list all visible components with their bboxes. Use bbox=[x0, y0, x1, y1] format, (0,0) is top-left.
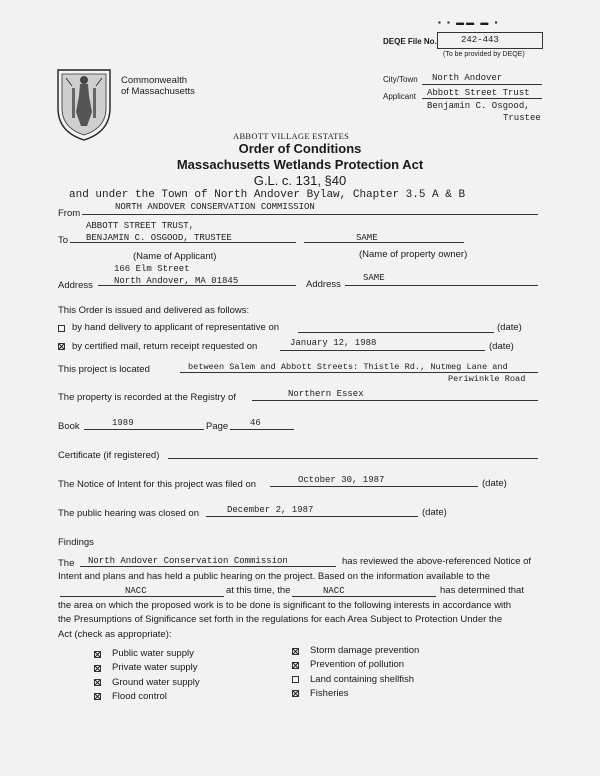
findings-nacc2: NACC bbox=[323, 586, 345, 596]
interest-label-storm-damage: Storm damage prevention bbox=[310, 645, 420, 656]
interest-checkbox-public-water[interactable] bbox=[94, 651, 101, 658]
address-line1: 166 Elm Street bbox=[114, 264, 190, 274]
interest-checkbox-flood-control[interactable] bbox=[94, 693, 101, 700]
findings-text3: at this time, the bbox=[226, 585, 291, 596]
findings-commission: North Andover Conservation Commission bbox=[88, 556, 288, 566]
to-label: To bbox=[58, 235, 69, 246]
file-number-note: (To be provided by DEQE) bbox=[443, 51, 525, 58]
hand-delivery-checkbox[interactable] bbox=[58, 325, 65, 332]
certified-mail-date: January 12, 1988 bbox=[290, 338, 377, 348]
findings-text2: Intent and plans and has held a public hearing on the project. Based on the information available to the bbox=[58, 571, 491, 582]
certified-mail-label: by certified mail, return receipt requested on bbox=[72, 341, 258, 352]
findings-text5: the area on which the proposed work is to be done is significant to the following interests in accordance with bbox=[58, 600, 512, 611]
file-number-value: 242-443 bbox=[461, 35, 499, 45]
delivery-intro: This Order is issued and delivered as follows: bbox=[58, 305, 250, 316]
massachusetts-seal-icon bbox=[52, 66, 116, 142]
applicant-line3: Trustee bbox=[503, 113, 541, 123]
city-town-value: North Andover bbox=[432, 73, 503, 83]
registry-label: The property is recorded at the Registry of bbox=[58, 392, 236, 403]
registry-value: Northern Essex bbox=[288, 389, 364, 399]
city-town-label: City/Town bbox=[383, 75, 418, 84]
interest-label-pollution: Prevention of pollution bbox=[310, 659, 405, 670]
address-line2: North Andover, MA 01845 bbox=[114, 276, 239, 286]
to-applicant-line1: ABBOTT STREET TRUST, bbox=[86, 221, 195, 231]
certified-mail-date-caption: (date) bbox=[489, 341, 514, 352]
findings-text1: has reviewed the above-referenced Notice of bbox=[342, 556, 532, 567]
certified-mail-checkbox[interactable] bbox=[58, 343, 65, 350]
from-label: From bbox=[58, 208, 81, 219]
interest-label-ground-water: Ground water supply bbox=[112, 677, 200, 688]
book-value: 1989 bbox=[112, 418, 134, 428]
form-title: Order of Conditions bbox=[238, 141, 362, 156]
state-name-line1: Commonwealth bbox=[121, 75, 187, 86]
findings-text6: the Presumptions of Significance set forth in the regulations for each Area Subject to Protection Under the bbox=[58, 614, 503, 625]
file-number-box[interactable] bbox=[437, 32, 543, 49]
interest-checkbox-ground-water[interactable] bbox=[94, 679, 101, 686]
applicant-line2: Benjamin C. Osgood, bbox=[427, 101, 530, 111]
from-value: NORTH ANDOVER CONSERVATION COMMISSION bbox=[115, 202, 315, 212]
hearing-closed-label: The public hearing was closed on bbox=[58, 508, 200, 519]
interest-checkbox-fisheries[interactable] bbox=[292, 690, 299, 697]
interest-label-fisheries: Fisheries bbox=[310, 688, 349, 699]
findings-text7: Act (check as appropriate): bbox=[58, 629, 172, 640]
project-location-label: This project is located bbox=[58, 364, 150, 375]
notice-filed-date: October 30, 1987 bbox=[298, 475, 385, 485]
owner-name-caption: (Name of property owner) bbox=[359, 249, 468, 260]
hearing-closed-date: December 2, 1987 bbox=[227, 505, 314, 515]
page-label: Page bbox=[206, 421, 229, 432]
form-subtitle: Massachusetts Wetlands Protection Act bbox=[176, 157, 424, 172]
owner-address-value: SAME bbox=[363, 273, 385, 283]
findings-the: The bbox=[58, 558, 75, 569]
interest-label-flood-control: Flood control bbox=[112, 691, 167, 702]
bylaw-reference: and under the Town of North Andover Bylaw, Chapter 3.5 A & B bbox=[69, 189, 466, 201]
notice-filed-label: The Notice of Intent for this project was filed on bbox=[58, 479, 257, 490]
project-location-line2: Periwinkle Road bbox=[448, 374, 526, 384]
owner-name-value: SAME bbox=[356, 233, 378, 243]
interest-checkbox-pollution[interactable] bbox=[292, 662, 299, 669]
hand-delivery-date-caption: (date) bbox=[497, 322, 522, 333]
applicant-label: Applicant bbox=[383, 92, 416, 101]
applicant-name-caption: (Name of Applicant) bbox=[133, 251, 217, 262]
findings-heading: Findings bbox=[58, 537, 94, 548]
project-location-line1: between Salem and Abbott Streets: Thistle Rd., Nutmeg Lane and bbox=[188, 362, 508, 372]
interest-label-shellfish: Land containing shellfish bbox=[310, 674, 415, 685]
hearing-closed-date-caption: (date) bbox=[422, 507, 447, 518]
statute-reference: G.L. c. 131, §40 bbox=[253, 173, 347, 188]
address-label: Address bbox=[58, 280, 93, 291]
certificate-label: Certificate (if registered) bbox=[58, 450, 160, 461]
findings-nacc1: NACC bbox=[125, 586, 147, 596]
state-name-line2: of Massachusetts bbox=[121, 86, 195, 97]
scan-marks: ▪ ▪ ▬▬ ▬ ▪ bbox=[438, 18, 500, 27]
to-applicant-line2: BENJAMIN C. OSGOOD, TRUSTEE bbox=[86, 233, 232, 243]
project-name: ABBOTT VILLAGE ESTATES bbox=[233, 131, 350, 141]
owner-address-label: Address bbox=[306, 279, 341, 290]
page-value: 46 bbox=[250, 418, 261, 428]
interest-checkbox-storm-damage[interactable] bbox=[292, 648, 299, 655]
hand-delivery-label: by hand delivery to applicant of representative on bbox=[72, 322, 280, 333]
interest-label-private-water: Private water supply bbox=[112, 662, 198, 673]
interest-checkbox-private-water[interactable] bbox=[94, 665, 101, 672]
file-number-label: DEQE File No. bbox=[383, 37, 437, 46]
findings-text4: has determined that bbox=[440, 585, 524, 596]
notice-filed-date-caption: (date) bbox=[482, 478, 507, 489]
book-label: Book bbox=[58, 421, 80, 432]
applicant-line1: Abbott Street Trust bbox=[427, 88, 530, 98]
interest-label-public-water: Public water supply bbox=[112, 648, 194, 659]
interest-checkbox-shellfish[interactable] bbox=[292, 676, 299, 683]
